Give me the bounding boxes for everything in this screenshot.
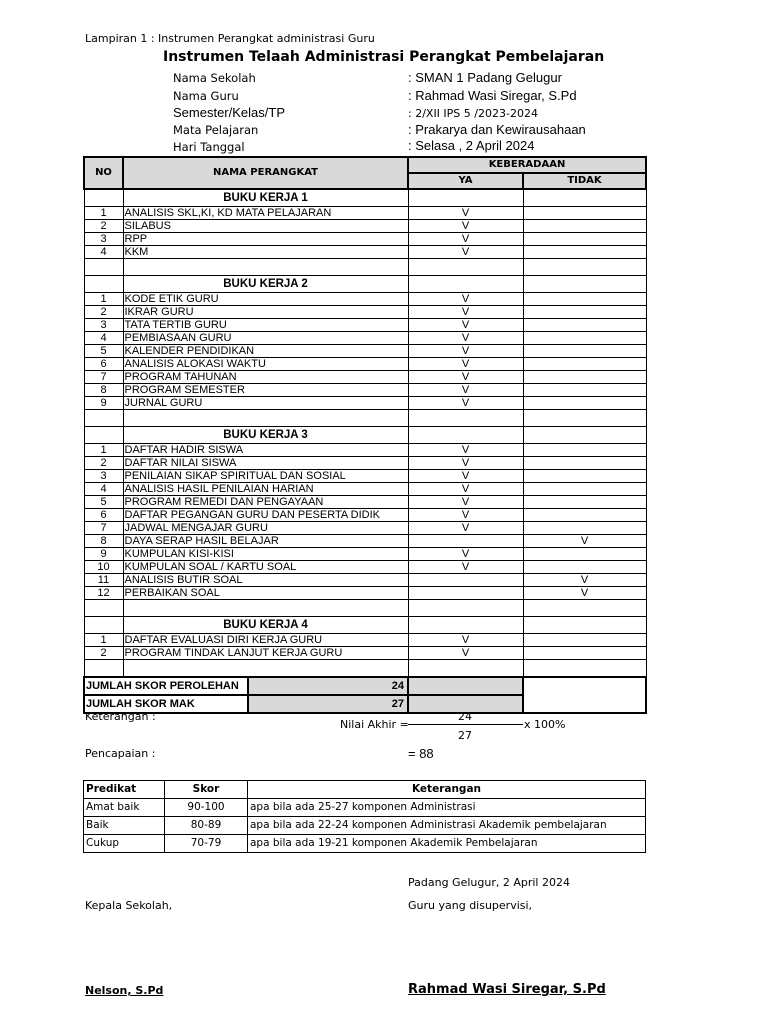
item-tidak xyxy=(523,319,646,332)
section-no-cell xyxy=(84,189,123,207)
score-multiplier: x 100% xyxy=(524,718,566,731)
item-ya: V xyxy=(408,384,523,397)
predikat-name: Amat baik xyxy=(84,799,165,817)
item-nama: KODE ETIK GURU xyxy=(123,293,408,306)
table-row xyxy=(84,496,646,509)
item-no: 9 xyxy=(84,548,123,561)
item-nama: DAFTAR NILAI SISWA xyxy=(123,457,408,470)
predikat-keterangan: apa bila ada 25-27 komponen Administrasi xyxy=(248,799,646,817)
table-row xyxy=(84,246,646,259)
blank-cell xyxy=(523,259,646,276)
item-ya: V xyxy=(408,444,523,457)
table-row xyxy=(84,207,646,220)
item-no: 8 xyxy=(84,384,123,397)
item-tidak xyxy=(523,233,646,246)
blank-cell xyxy=(408,410,523,427)
item-tidak xyxy=(523,457,646,470)
item-tidak xyxy=(523,246,646,259)
item-tidak xyxy=(523,384,646,397)
table-row xyxy=(84,220,646,233)
item-no: 10 xyxy=(84,561,123,574)
section-row xyxy=(84,427,646,444)
item-ya: V xyxy=(408,496,523,509)
section-title: BUKU KERJA 2 xyxy=(123,276,408,293)
item-no: 12 xyxy=(84,587,123,600)
item-ya: V xyxy=(408,483,523,496)
table-row xyxy=(84,634,646,647)
total-perolehan-ya xyxy=(408,677,523,695)
item-nama: DAFTAR HADIR SISWA xyxy=(123,444,408,457)
item-ya: V xyxy=(408,470,523,483)
keterangan-label: Keterangan : xyxy=(85,710,156,723)
item-ya: V xyxy=(408,345,523,358)
signature-place-date: Padang Gelugur, 2 April 2024 xyxy=(408,876,570,889)
blank-cell xyxy=(123,660,408,678)
info-value-semester: : 2/XII IPS 5 /2023-2024 xyxy=(408,107,538,120)
table-row xyxy=(84,535,646,548)
item-no: 4 xyxy=(84,332,123,345)
item-tidak xyxy=(523,371,646,384)
item-nama: PROGRAM TAHUNAN xyxy=(123,371,408,384)
section-tidak-cell xyxy=(523,617,646,634)
item-tidak xyxy=(523,509,646,522)
blank-row xyxy=(84,660,646,678)
section-ya-cell xyxy=(408,189,523,207)
section-no-cell xyxy=(84,427,123,444)
item-no: 1 xyxy=(84,444,123,457)
table-row xyxy=(84,319,646,332)
table-row xyxy=(84,332,646,345)
info-value-sekolah: : SMAN 1 Padang Gelugur xyxy=(408,70,562,85)
score-numerator: 24 xyxy=(458,710,472,723)
fraction-line xyxy=(408,724,523,725)
blank-cell xyxy=(123,259,408,276)
lampiran-text: Lampiran 1 : Instrumen Perangkat administrasi Guru xyxy=(85,32,375,45)
blank-row xyxy=(84,259,646,276)
blank-row xyxy=(84,600,646,617)
table-row xyxy=(84,371,646,384)
item-tidak xyxy=(523,444,646,457)
section-row xyxy=(84,189,646,207)
predikat-table xyxy=(83,780,646,853)
item-no: 11 xyxy=(84,574,123,587)
blank-cell xyxy=(123,410,408,427)
item-nama: DAFTAR PEGANGAN GURU DAN PESERTA DIDIK xyxy=(123,509,408,522)
item-ya: V xyxy=(408,634,523,647)
total-mak-value: 27 xyxy=(248,695,408,713)
info-label-semester: Semester/Kelas/TP xyxy=(173,105,285,120)
table-row xyxy=(84,561,646,574)
predikat-keterangan: apa bila ada 22-24 komponen Administrasi Akademik pembelajaran xyxy=(248,817,646,835)
item-no: 2 xyxy=(84,647,123,660)
item-tidak xyxy=(523,483,646,496)
blank-cell xyxy=(84,660,123,678)
item-no: 1 xyxy=(84,207,123,220)
item-tidak xyxy=(523,647,646,660)
item-tidak xyxy=(523,470,646,483)
item-no: 6 xyxy=(84,358,123,371)
table-row xyxy=(84,470,646,483)
info-label-mapel: Mata Pelajaran xyxy=(173,123,259,137)
item-nama: KALENDER PENDIDIKAN xyxy=(123,345,408,358)
item-ya: V xyxy=(408,319,523,332)
item-tidak xyxy=(523,397,646,410)
item-no: 1 xyxy=(84,634,123,647)
info-label-sekolah: Nama Sekolah xyxy=(173,71,256,85)
info-value-guru: : Rahmad Wasi Siregar, S.Pd xyxy=(408,88,577,103)
table-row xyxy=(84,587,646,600)
item-ya: V xyxy=(408,647,523,660)
item-ya: V xyxy=(408,332,523,345)
item-ya: V xyxy=(408,220,523,233)
total-tidak-cell xyxy=(523,677,646,713)
item-ya: V xyxy=(408,358,523,371)
total-mak-label: JUMLAH SKOR MAK xyxy=(84,695,248,713)
item-no: 4 xyxy=(84,246,123,259)
item-tidak xyxy=(523,522,646,535)
item-ya: V xyxy=(408,561,523,574)
pencapaian-result: = 88 xyxy=(408,746,434,761)
header-nama: NAMA PERANGKAT xyxy=(123,157,408,189)
item-tidak xyxy=(523,220,646,233)
info-value-tanggal: : Selasa , 2 April 2024 xyxy=(408,138,535,153)
item-ya: V xyxy=(408,509,523,522)
page-title: Instrumen Telaah Administrasi Perangkat Pembelajaran xyxy=(163,49,605,65)
predikat-row xyxy=(84,799,646,817)
score-denominator: 27 xyxy=(458,729,472,742)
item-ya: V xyxy=(408,293,523,306)
table-header-row xyxy=(84,157,646,173)
blank-cell xyxy=(523,660,646,678)
item-tidak xyxy=(523,345,646,358)
item-tidak xyxy=(523,496,646,509)
item-nama: DAFTAR EVALUASI DIRI KERJA GURU xyxy=(123,634,408,647)
item-nama: PENILAIAN SIKAP SPIRITUAL DAN SOSIAL xyxy=(123,470,408,483)
section-title: BUKU KERJA 4 xyxy=(123,617,408,634)
blank-cell xyxy=(408,600,523,617)
item-no: 7 xyxy=(84,522,123,535)
predikat-header-skor: Skor xyxy=(165,781,248,799)
item-no: 6 xyxy=(84,509,123,522)
table-row xyxy=(84,509,646,522)
header-keberadaan: KEBERADAAN xyxy=(408,157,646,173)
signature-right-role: Guru yang disupervisi, xyxy=(408,899,533,912)
predikat-name: Baik xyxy=(84,817,165,835)
item-tidak xyxy=(523,358,646,371)
table-row xyxy=(84,574,646,587)
item-no: 3 xyxy=(84,470,123,483)
item-nama: KUMPULAN KISI-KISI xyxy=(123,548,408,561)
item-ya: V xyxy=(408,371,523,384)
pencapaian-label: Pencapaian : xyxy=(85,747,156,760)
predikat-row xyxy=(84,835,646,853)
item-nama: PROGRAM SEMESTER xyxy=(123,384,408,397)
item-tidak xyxy=(523,207,646,220)
item-ya: V xyxy=(408,457,523,470)
section-ya-cell xyxy=(408,427,523,444)
item-no: 3 xyxy=(84,233,123,246)
table-row xyxy=(84,483,646,496)
item-tidak xyxy=(523,332,646,345)
item-ya: V xyxy=(408,246,523,259)
blank-cell xyxy=(84,600,123,617)
predikat-header-row xyxy=(84,781,646,799)
signature-left-name: Nelson, S.Pd xyxy=(85,984,164,997)
header-no: NO xyxy=(84,157,123,189)
item-no: 2 xyxy=(84,457,123,470)
item-nama: DAYA SERAP HASIL BELAJAR xyxy=(123,535,408,548)
item-nama: PROGRAM TINDAK LANJUT KERJA GURU xyxy=(123,647,408,660)
item-nama: RPP xyxy=(123,233,408,246)
section-tidak-cell xyxy=(523,427,646,444)
blank-cell xyxy=(84,410,123,427)
blank-cell xyxy=(408,660,523,678)
blank-cell xyxy=(523,410,646,427)
table-row xyxy=(84,384,646,397)
item-tidak xyxy=(523,306,646,319)
predikat-skor: 90-100 xyxy=(165,799,248,817)
table-row xyxy=(84,345,646,358)
item-ya: V xyxy=(408,207,523,220)
table-row xyxy=(84,444,646,457)
predikat-skor: 70-79 xyxy=(165,835,248,853)
item-tidak xyxy=(523,561,646,574)
blank-cell xyxy=(523,600,646,617)
section-title: BUKU KERJA 3 xyxy=(123,427,408,444)
item-ya: V xyxy=(408,306,523,319)
table-row xyxy=(84,306,646,319)
item-no: 8 xyxy=(84,535,123,548)
item-nama: ANALISIS ALOKASI WAKTU xyxy=(123,358,408,371)
section-ya-cell xyxy=(408,617,523,634)
section-no-cell xyxy=(84,276,123,293)
info-label-tanggal: Hari Tanggal xyxy=(173,140,245,154)
signature-left-role: Kepala Sekolah, xyxy=(85,899,173,912)
item-ya xyxy=(408,587,523,600)
item-nama: TATA TERTIB GURU xyxy=(123,319,408,332)
table-row xyxy=(84,548,646,561)
item-ya: V xyxy=(408,522,523,535)
item-tidak: V xyxy=(523,587,646,600)
table-row xyxy=(84,293,646,306)
predikat-row xyxy=(84,817,646,835)
item-nama: PEMBIASAAN GURU xyxy=(123,332,408,345)
table-row xyxy=(84,647,646,660)
item-no: 7 xyxy=(84,371,123,384)
item-ya: V xyxy=(408,397,523,410)
info-value-mapel: : Prakarya dan Kewirausahaan xyxy=(408,122,586,137)
item-ya: V xyxy=(408,548,523,561)
header-ya: YA xyxy=(408,173,523,189)
item-no: 3 xyxy=(84,319,123,332)
table-row xyxy=(84,233,646,246)
item-tidak: V xyxy=(523,574,646,587)
item-nama: PROGRAM REMEDI DAN PENGAYAAN xyxy=(123,496,408,509)
item-nama: IKRAR GURU xyxy=(123,306,408,319)
total-perolehan-label: JUMLAH SKOR PEROLEHAN xyxy=(84,677,248,695)
item-nama: KKM xyxy=(123,246,408,259)
item-ya xyxy=(408,574,523,587)
item-no: 2 xyxy=(84,306,123,319)
item-ya: V xyxy=(408,233,523,246)
section-row xyxy=(84,276,646,293)
table-row xyxy=(84,457,646,470)
item-tidak xyxy=(523,634,646,647)
total-perolehan-value: 24 xyxy=(248,677,408,695)
item-no: 4 xyxy=(84,483,123,496)
predikat-header-keterangan: Keterangan xyxy=(248,781,646,799)
signature-right-name: Rahmad Wasi Siregar, S.Pd xyxy=(408,982,606,997)
section-row xyxy=(84,617,646,634)
perangkat-table xyxy=(83,156,647,714)
section-no-cell xyxy=(84,617,123,634)
predikat-skor: 80-89 xyxy=(165,817,248,835)
item-nama: ANALISIS BUTIR SOAL xyxy=(123,574,408,587)
table-row xyxy=(84,522,646,535)
blank-row xyxy=(84,410,646,427)
blank-cell xyxy=(408,259,523,276)
header-tidak: TIDAK xyxy=(523,173,646,189)
item-nama: JADWAL MENGAJAR GURU xyxy=(123,522,408,535)
nilai-akhir-label: Nilai Akhir = xyxy=(340,718,409,731)
item-no: 5 xyxy=(84,496,123,509)
item-nama: KUMPULAN SOAL / KARTU SOAL xyxy=(123,561,408,574)
table-row xyxy=(84,397,646,410)
item-no: 1 xyxy=(84,293,123,306)
blank-cell xyxy=(84,259,123,276)
section-tidak-cell xyxy=(523,276,646,293)
item-tidak xyxy=(523,548,646,561)
item-nama: PERBAIKAN SOAL xyxy=(123,587,408,600)
predikat-header-predikat: Predikat xyxy=(84,781,165,799)
item-ya xyxy=(408,535,523,548)
predikat-keterangan: apa bila ada 19-21 komponen Akademik Pembelajaran xyxy=(248,835,646,853)
blank-cell xyxy=(123,600,408,617)
section-ya-cell xyxy=(408,276,523,293)
item-tidak xyxy=(523,293,646,306)
item-tidak: V xyxy=(523,535,646,548)
item-no: 5 xyxy=(84,345,123,358)
item-nama: JURNAL GURU xyxy=(123,397,408,410)
predikat-name: Cukup xyxy=(84,835,165,853)
item-no: 2 xyxy=(84,220,123,233)
section-tidak-cell xyxy=(523,189,646,207)
item-no: 9 xyxy=(84,397,123,410)
table-row xyxy=(84,358,646,371)
item-nama: ANALISIS HASIL PENILAIAN HARIAN xyxy=(123,483,408,496)
section-title: BUKU KERJA 1 xyxy=(123,189,408,207)
item-nama: SILABUS xyxy=(123,220,408,233)
item-nama: ANALISIS SKL,KI, KD MATA PELAJARAN xyxy=(123,207,408,220)
info-label-guru: Nama Guru xyxy=(173,89,239,103)
total-perolehan-row xyxy=(84,677,646,695)
